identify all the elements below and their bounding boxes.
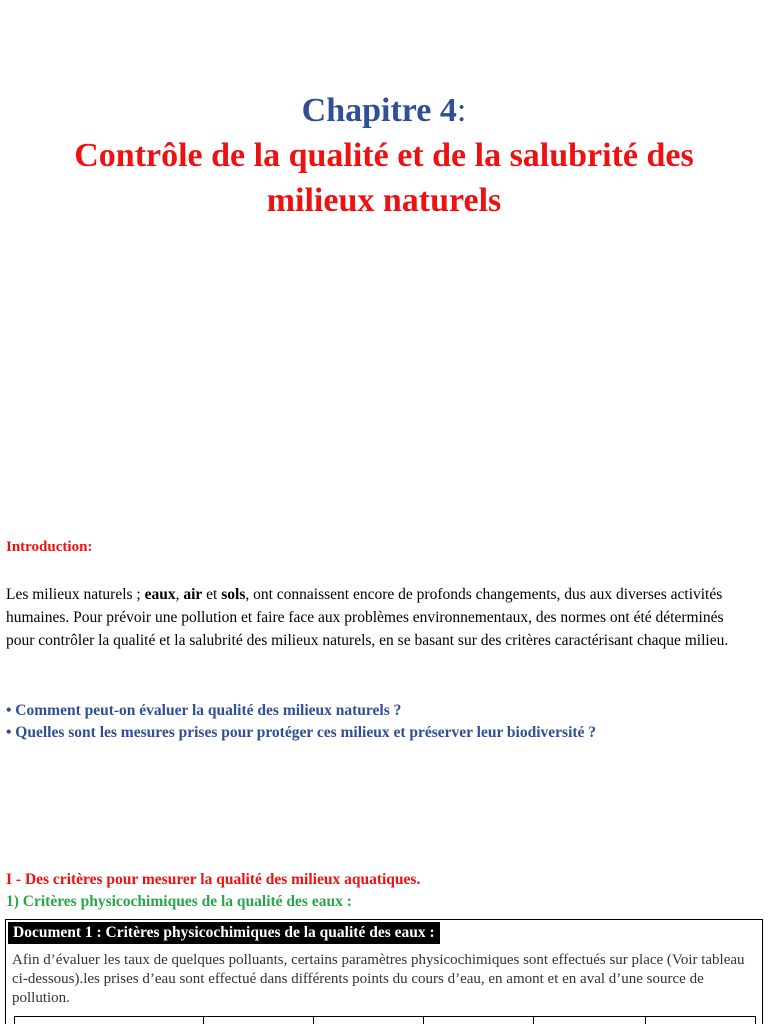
intro-et: et: [202, 586, 222, 603]
intro-text-rest: , ont connaissent encore de profonds changements, dus aux diverses activités humaines. Pour prévoir une pollution et faire face aux problèmes environnementaux, des normes ont été déterminés pour contrôler la qualité et la salubrité des milieux naturels, en se basant sur des critères caractérisant chaque milieu.: [6, 586, 729, 649]
intro-bold-sols: sols: [221, 586, 246, 603]
intro-bold-eaux: eaux: [144, 586, 176, 603]
introduction-heading: Introduction:: [6, 539, 93, 555]
table-top-edge: [14, 1016, 756, 1024]
intro-bold-air: air: [183, 586, 203, 603]
chapter-title: [0, 88, 768, 223]
document-text: Afin d’évaluer les taux de quelques polluants, certains paramètres physicochimiques sont effectués sur place (Voir tableau ci-dessous).les prises d’eau sont effectué dans différents points du cours d’eau, en amont et en aval d’une source de pollution.: [12, 952, 745, 1006]
table-cell: [646, 1017, 756, 1024]
table-cell: [534, 1017, 646, 1024]
table-cell: [424, 1017, 534, 1024]
table-cell: [14, 1017, 204, 1024]
table-cell: [204, 1017, 314, 1024]
question-item: • Quelles sont les mesures prises pour protéger ces milieux et préserver leur biodiversité ?: [6, 724, 597, 741]
chapter-colon: :: [456, 92, 467, 129]
introduction-paragraph: [6, 583, 751, 652]
document-title: Document 1 : Critères physicochimiques de la qualité des eaux :: [8, 922, 440, 944]
guiding-questions: [6, 700, 766, 744]
section-heading: I - Des critères pour mesurer la qualité des milieux aquatiques.: [6, 871, 421, 888]
intro-comma: ,: [175, 586, 184, 603]
chapter-subtitle-line-1: Contrôle de la qualité et de la salubrité des: [74, 137, 694, 174]
intro-text-start: Les milieux naturels ;: [6, 586, 145, 603]
question-item: • Comment peut-on évaluer la qualité des milieux naturels ?: [6, 702, 402, 719]
subsection-heading: 1) Critères physicochimiques de la qualité des eaux :: [6, 893, 352, 910]
chapter-number: Chapitre 4: [301, 92, 457, 129]
table-cell: [314, 1017, 424, 1024]
chapter-subtitle-line-2: milieux naturels: [266, 182, 502, 219]
